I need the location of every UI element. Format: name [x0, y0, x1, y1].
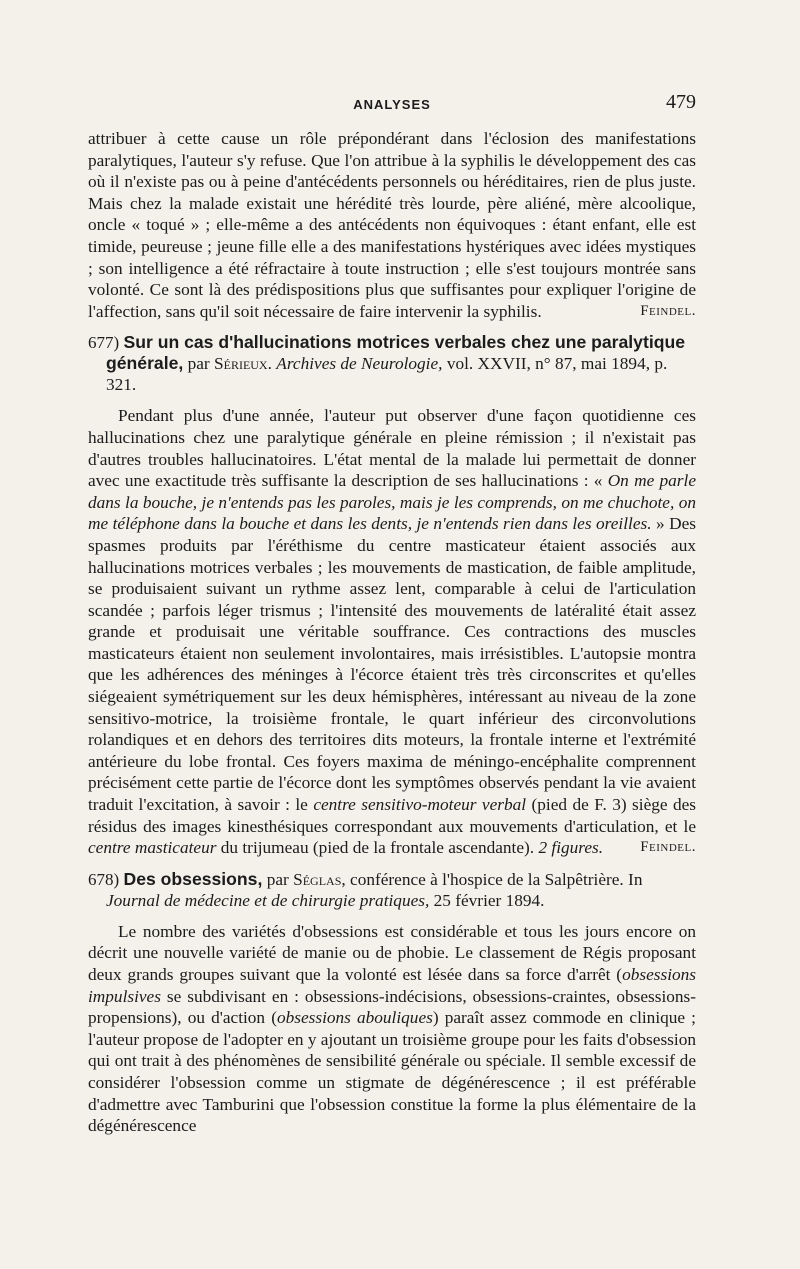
par-word: par [187, 354, 210, 374]
entry-heading [88, 332, 696, 395]
running-head-title: ANALYSES [353, 97, 431, 112]
body-text: Des spasmes produits par l'éréthisme du centre masticateur étaient associés aux hallucinations motrices verbales ; les mouvements de mastication, de faible amplitude, se produisaient suivant un rythme assez lent, comparable à celui de l'articulation scandée ; parfois léger trismus ; l'intensité des mouvements de latéralité était assez grande et produisait une véritable souffrance. Ces contractions des muscles masticateurs étaient non seulement involontaires, mais irrésistibles. L'autopsie montra que les adhérences des méninges à l'écorce étaient très très circonscrites et qu'elles siégeaient symétriquement sur les deux hémisphères, intéressant au niveau de la zone sensitivo-motrice, la troisième frontale, le quart inférieur des circonvolutions rolandiques et en dehors des territoires dits moteurs, la frontale interne et l'extrémité antérieure du lobe frontal. Ces foyers maxima de méningo-encéphalite comprennent précisément cette partie de l'écorce dont les symptômes observés pendant la vie avaient traduit l'excitation, à savoir : le [88, 514, 696, 815]
journal-date: 25 février 1894. [433, 890, 545, 910]
body-text: se subdivisant en : obsessions-indécisions, obsessions-craintes, obsessions-propensions), ou d'action ( [88, 986, 697, 1028]
body-text: ) paraît assez commode en clinique ; l'auteur propose de l'adopter en y ajoutant un troisième groupe pour les faits d'obsession qui ont trait à des phénomènes de sensibilité générale ou spéciale. Il semble excessif de considérer l'obsession comme un stigmate de dégénérescence ; il est préférable d'admettre avec Tamburini que l'obsession constitue la forme la plus élémentaire de la dégénérescence [88, 1008, 696, 1136]
running-head [88, 91, 696, 121]
author-signature: Feindel. [640, 302, 696, 319]
journal-reference: vol. XXVII, n° 87, mai 1894, p. 321. [106, 354, 668, 395]
author-signature: Feindel. [640, 839, 696, 856]
patient-quote: On me parle dans la bouche, je n'entends pas les paroles, mais je les comprends, on me chuchote, on me téléphone dans la bouche et dans les dents, je n'entends rien dans les oreilles. [88, 471, 696, 534]
term-centre-masticateur: centre masticateur [88, 838, 217, 858]
entry-number: 678) [88, 869, 120, 889]
entry-678 [88, 869, 696, 1137]
text-column [88, 128, 696, 1137]
entry-body [88, 405, 696, 858]
par-word: par [266, 869, 289, 889]
term-centre-verbal: centre sensitivo-moteur verbal [313, 795, 527, 815]
body-text: Pendant plus d'une année, l'auteur put observer d'une façon quotidienne ces hallucinations chez une paralytique générale en pleine rémission ; il n'existait pas d'autres troubles hallucinatoires. L'état mental de la malade lui permettait de donner avec une exactitude très suffisante la description de ses hallucinations : [88, 406, 696, 491]
journal-name: Archives de Neurologie, [276, 354, 443, 374]
entry-title: Des obsessions, [123, 868, 263, 889]
entry-body [88, 921, 696, 1137]
entry-677 [88, 332, 696, 858]
page-number: 479 [666, 91, 696, 113]
entry-author: Sérieux. [214, 354, 272, 374]
figures-note: 2 figures. [538, 838, 604, 858]
entry-title: Sur un cas d'hallucinations motrices verbales chez une paralytique générale, [106, 332, 685, 374]
reference-text: conférence à l'hospice de la Salpêtrière. In [350, 869, 643, 889]
quote-close: » [656, 514, 665, 534]
body-text: du trijumeau (pied de la frontale ascendante). [220, 838, 535, 858]
paragraph-text: attribuer à cette cause un rôle prépondérant dans l'éclosion des manifestations paralytiques, l'auteur s'y refuse. Que l'on attribue à la syphilis le développement des cas où il n'existe pas ou à peine d'antécédents personnels ou héréditaires, rien de plus juste. Mais chez la malade existait une hérédité très lourde, père aliéné, mère alcoolique, oncle « toqué » ; elle-même a des antécédents non équivoques : étant enfant, elle est timide, peureuse ; jeune fille elle a des manifestations hystériques avec idées mystiques ; son intelligence a été réfractaire à toute instruction ; elle s'est toujours montrée sans volonté. Ce sont là des prédispositions plus que suffisantes pour expliquer l'origine de l'affection, sans qu'il soit nécessaire de faire intervenir la syphilis. [88, 129, 696, 321]
term-abouliques: obsessions abouliques [276, 1008, 433, 1028]
quote-open: « [593, 471, 603, 491]
entry-heading [88, 869, 696, 911]
body-text: Le nombre des variétés d'obsessions est considérable et tous les jours encore on décrit une nouvelle variété de manie ou de phobie. Le classement de Régis proposant deux grands groupes suivant que la volonté est lésée dans sa force d'arrêt ( [88, 921, 696, 984]
continued-paragraph [88, 128, 696, 322]
journal-name: Journal de médecine et de chirurgie pratiques, [106, 890, 430, 910]
entry-author: Séglas, [293, 869, 346, 889]
entry-number: 677) [88, 333, 120, 353]
term-impulsives: obsessions impulsives [88, 965, 696, 1006]
body-text: (pied de F. 3) siège des résidus des images kinesthésiques correspondant aux mouvements d'articulation, et le [88, 795, 697, 836]
